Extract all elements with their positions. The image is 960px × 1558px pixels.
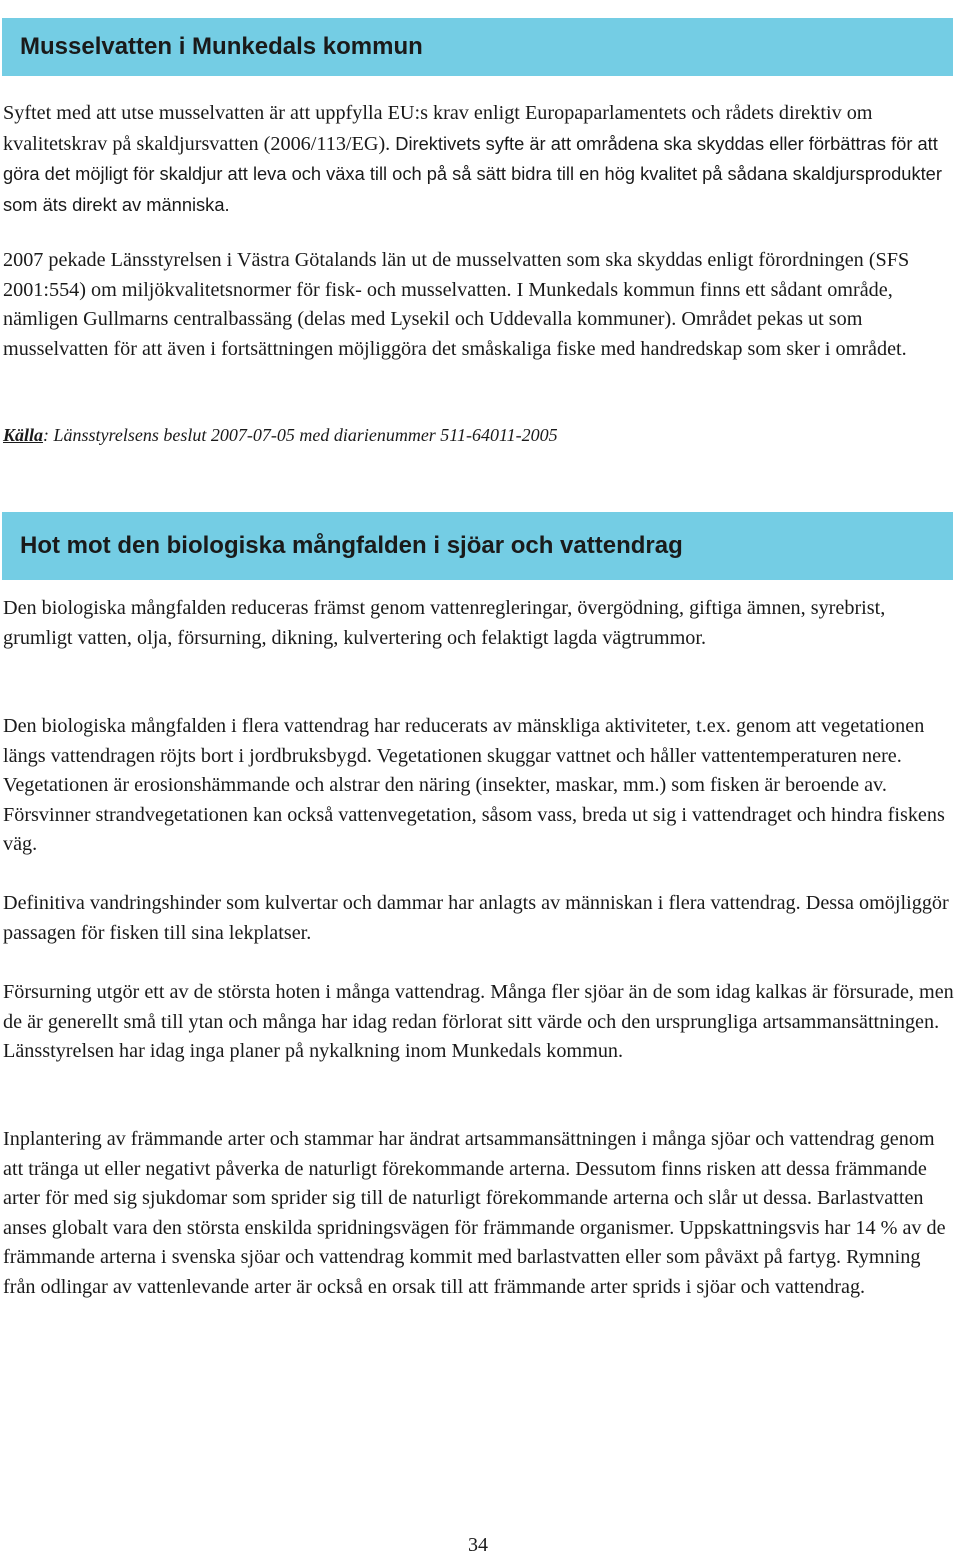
body-paragraph-1: Den biologiska mångfalden reduceras främst genom vattenregleringar, övergödning, giftiga ämnen, syrebrist, grumligt vatten, olja, försurning, dikning, kulvertering och felaktigt lagda vägtrummor.	[3, 597, 886, 649]
section-title: Musselvatten i Munkedals kommun	[20, 33, 423, 60]
designation-paragraph: 2007 pekade Länsstyrelsen i Västra Götalands län ut de musselvatten som ska skyddas enligt förordningen (SFS 2001:554) om miljökvalitetsnormer för fisk- och musselvatten. I Munkedals kommun finns ett sådant område, nämligen Gullmarns centralbassäng (delas med Lysekil och Uddevalla kommuner). Området pekas ut som musselvatten för att även i fortsättningen möjliggöra det småskaliga fiske med handredskap som sker i området.	[3, 249, 910, 360]
source-label: Källa	[3, 425, 44, 445]
body-paragraph-2: Den biologiska mångfalden i flera vattendrag har reducerats av mänskliga aktiviteter, t.ex. genom att vegetationen längs vattendragen röjts bort i jordbruksbygd. Vegetationen skuggar vattnet och håller vattentemperaturen nere. Vegetationen är erosionshämmande och alstrar den näring (insekter, maskar, mm.) som fisken är beroende av. Försvinner strandvegetationen kan också vattenvegetation, såsom vass, breda ut sig i vattendraget och hindra fiskens väg.	[3, 715, 945, 855]
source-citation	[3, 422, 558, 448]
section-header-musselvatten	[2, 18, 953, 76]
intro-paragraph	[3, 99, 955, 220]
intro-sans-text: Direktivets syfte är att områdena ska skyddas eller förbättras för att göra det möjligt för skaldjur att leva och växa till och på så sätt bidra till en hög kvalitet på sådana skaldjursprodukter som äts direkt av människa.	[3, 132, 942, 215]
page-number: 34	[468, 1534, 488, 1556]
body-paragraph-5: Inplantering av främmande arter och stammar har ändrat artsammansättningen i många sjöar och vattendrag genom att tränga ut eller negativt påverka de naturligt förekommande arterna. Dessutom finns risken att dessa främmande arter för med sig sjukdomar som sprider sig till de naturligt förekommande arterna och slår ut dessa. Barlastvatten anses globalt vara den största enskilda spridningsvägen för främmande organismer. Uppskattningsvis har 14 % av de främmande arterna i svenska sjöar och vattendrag kommit med barlastvatten eller som påväxt på fartyg. Rymning från odlingar av vattenlevande arter är också en orsak till att främmande arter sprids i sjöar och vattendrag.	[3, 1128, 946, 1298]
intro-serif-text: Syftet med att utse musselvatten är att uppfylla EU:s krav enligt Europaparlamentets och rådets direktiv om kvalitetskrav på skaldjursvatten (2006/113/EG).	[3, 102, 873, 155]
body-paragraph-3: Definitiva vandringshinder som kulvertar och dammar har anlagts av människan i flera vattendrag. Dessa omöjliggör passagen för fisken till sina lekplatser.	[3, 892, 949, 944]
body-paragraph-4: Försurning utgör ett av de största hoten i många vattendrag. Många fler sjöar än de som idag kalkas är försurade, men de är generellt små till ytan och många har idag redan förlorat sitt värde och den ursprungliga artsammansättningen. Länsstyrelsen har idag inga planer på nykalkning inom Munkedals kommun.	[3, 981, 954, 1062]
source-text: : Länsstyrelsens beslut 2007-07-05 med diarienummer 511-64011-2005	[43, 425, 558, 445]
section-header-hot-mot-mangfalden	[2, 512, 953, 580]
section-title: Hot mot den biologiska mångfalden i sjöar och vattendrag	[20, 532, 683, 559]
